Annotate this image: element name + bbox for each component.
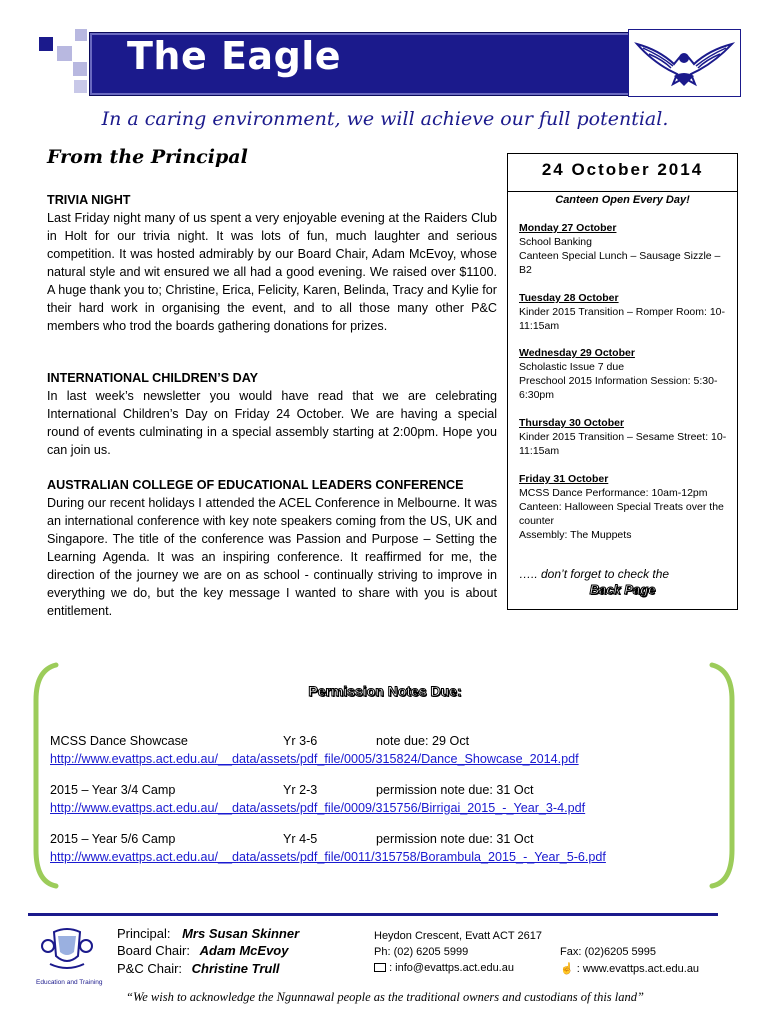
back-page-label: Back Page (589, 582, 656, 597)
permission-link[interactable]: http://www.evattps.act.edu.au/__data/assets/pdf_file/0009/315756/Birrigai_2015_-_Year_3-4.pdf (50, 801, 586, 815)
email-line (374, 962, 514, 974)
fax: Fax: (02)6205 5995 (560, 946, 657, 958)
board-chair-line (117, 943, 288, 958)
calendar-day (519, 221, 731, 277)
pc-name: Christine Trull (191, 961, 280, 976)
phone: Ph: (02) 6205 5999 (374, 946, 469, 958)
newsletter-title: The Eagle (127, 34, 342, 78)
day-heading: Tuesday 28 October (519, 292, 619, 304)
decor-square (39, 37, 53, 51)
article-acel (47, 476, 497, 620)
article-text: During our recent holidays I attended the ACEL Conference in Melbourne. It was an international conference with key note speakers coming from the US, UK and Singapore. The title of the conference was Passion and Purpose – Setting the Learning Agenda. It was an inspiring conference. It reaffirmed for me, the direction of the journey we are on as school - continually striving to improve in everything we do, but the key message I wanted to share with you is about entitlement. (47, 496, 497, 618)
divider (508, 191, 737, 192)
decor-square (57, 46, 72, 61)
day-heading: Monday 27 October (519, 222, 617, 234)
day-line: Kinder 2015 Transition – Sesame Street: 10-11:15am (519, 431, 727, 457)
board-label: Board Chair: (117, 943, 190, 958)
email[interactable]: : info@evattps.act.edu.au (389, 962, 514, 974)
decor-square (73, 62, 87, 76)
day-line: Canteen: Halloween Special Treats over the counter (519, 501, 724, 527)
principal-name: Mrs Susan Skinner (182, 926, 300, 941)
article-title: TRIVIA NIGHT (47, 193, 131, 207)
permission-due: permission note due: 31 Oct (376, 832, 534, 846)
eagle-logo (628, 29, 741, 97)
address: Heydon Crescent, Evatt ACT 2617 (374, 930, 542, 942)
permission-title: Permission Notes Due: (308, 683, 462, 699)
ed-logo-text: Education and Training (36, 979, 103, 986)
permission-year: Yr 2-3 (283, 783, 318, 797)
day-line: School Banking (519, 236, 592, 248)
back-page-note: ….. don’t forget to check the (519, 567, 670, 581)
day-line: Scholastic Issue 7 due (519, 361, 625, 373)
acknowledgement: “We wish to acknowledge the Ngunnawal people as the traditional owners and custodians of this land” (126, 990, 644, 1004)
pc-label: P&C Chair: (117, 961, 183, 976)
calendar-day (519, 416, 731, 458)
principal-line (117, 926, 299, 941)
article-text: Last Friday night many of us spent a very enjoyable evening at the Raiders Club in Holt for our trivia night. It was lots of fun, much laughter and serious competition. It was hosted admirably by our Board Chair, Adam McEvoy, whose natural style and wit ensured we all had a good evening. We raised over $1100. A huge thank you to; Christine, Erica, Felicity, Karen, Belinda, Tracy and Kylie for their hard work in organising the event, and to all those many other P&C members who trod the boards gathering donations for prizes. (47, 211, 497, 333)
pointer-icon: ☝ (560, 963, 574, 975)
day-line: Preschool 2015 Information Session: 5:30-6:30pm (519, 375, 718, 401)
day-heading: Wednesday 29 October (519, 347, 635, 359)
motto: In a caring environment, we will achieve our full potential. (101, 108, 669, 130)
calendar-sidebar (507, 153, 738, 610)
day-line: Kinder 2015 Transition – Romper Room: 10-11:15am (519, 306, 726, 332)
act-education-logo (36, 922, 103, 986)
article-title: AUSTRALIAN COLLEGE OF EDUCATIONAL LEADERS CONFERENCE (47, 478, 464, 492)
permission-name: MCSS Dance Showcase (50, 734, 188, 748)
decor-square (74, 80, 87, 93)
day-line: Canteen Special Lunch – Sausage Sizzle – B2 (519, 250, 721, 276)
permission-year: Yr 3-6 (283, 734, 318, 748)
day-line: Assembly: The Muppets (519, 529, 632, 541)
permission-year: Yr 4-5 (283, 832, 318, 846)
article-childrens-day (47, 369, 497, 459)
eagle-icon (629, 30, 740, 96)
permission-due: note due: 29 Oct (376, 734, 470, 748)
envelope-icon (374, 963, 386, 972)
article-title: INTERNATIONAL CHILDREN’S DAY (47, 371, 259, 385)
permission-due: permission note due: 31 Oct (376, 783, 534, 797)
permission-link[interactable]: http://www.evattps.act.edu.au/__data/assets/pdf_file/0011/315758/Borambula_2015_-_Year_5-6.pdf (50, 850, 606, 864)
permission-name: 2015 – Year 3/4 Camp (50, 783, 176, 797)
pc-chair-line (117, 961, 280, 976)
issue-date: 24 October 2014 (541, 160, 704, 179)
footer-divider (28, 913, 718, 916)
calendar-day (519, 291, 731, 333)
decor-square (75, 29, 87, 41)
calendar-day (519, 346, 731, 402)
principal-label: Principal: (117, 926, 171, 941)
section-heading: From the Principal (47, 146, 248, 168)
article-trivia (47, 191, 497, 335)
calendar-day (519, 472, 731, 542)
day-heading: Friday 31 October (519, 473, 609, 485)
article-text: In last week’s newsletter you would have read that we are celebrating International Children’s Day on Friday 24 October. We are having a special round of events culminating in a special assembly starting at 2:00pm. Hope you can join us. (47, 389, 497, 457)
day-heading: Thursday 30 October (519, 417, 625, 429)
day-line: MCSS Dance Performance: 10am-12pm (519, 487, 708, 499)
coat-of-arms-icon (36, 922, 98, 974)
board-name: Adam McEvoy (199, 943, 289, 958)
web-line (560, 962, 699, 975)
canteen-note: Canteen Open Every Day! (555, 194, 690, 206)
permission-link[interactable]: http://www.evattps.act.edu.au/__data/assets/pdf_file/0005/315824/Dance_Showcase_2014.pdf (50, 752, 579, 766)
website[interactable]: : www.evattps.act.edu.au (576, 963, 700, 975)
permission-name: 2015 – Year 5/6 Camp (50, 832, 176, 846)
